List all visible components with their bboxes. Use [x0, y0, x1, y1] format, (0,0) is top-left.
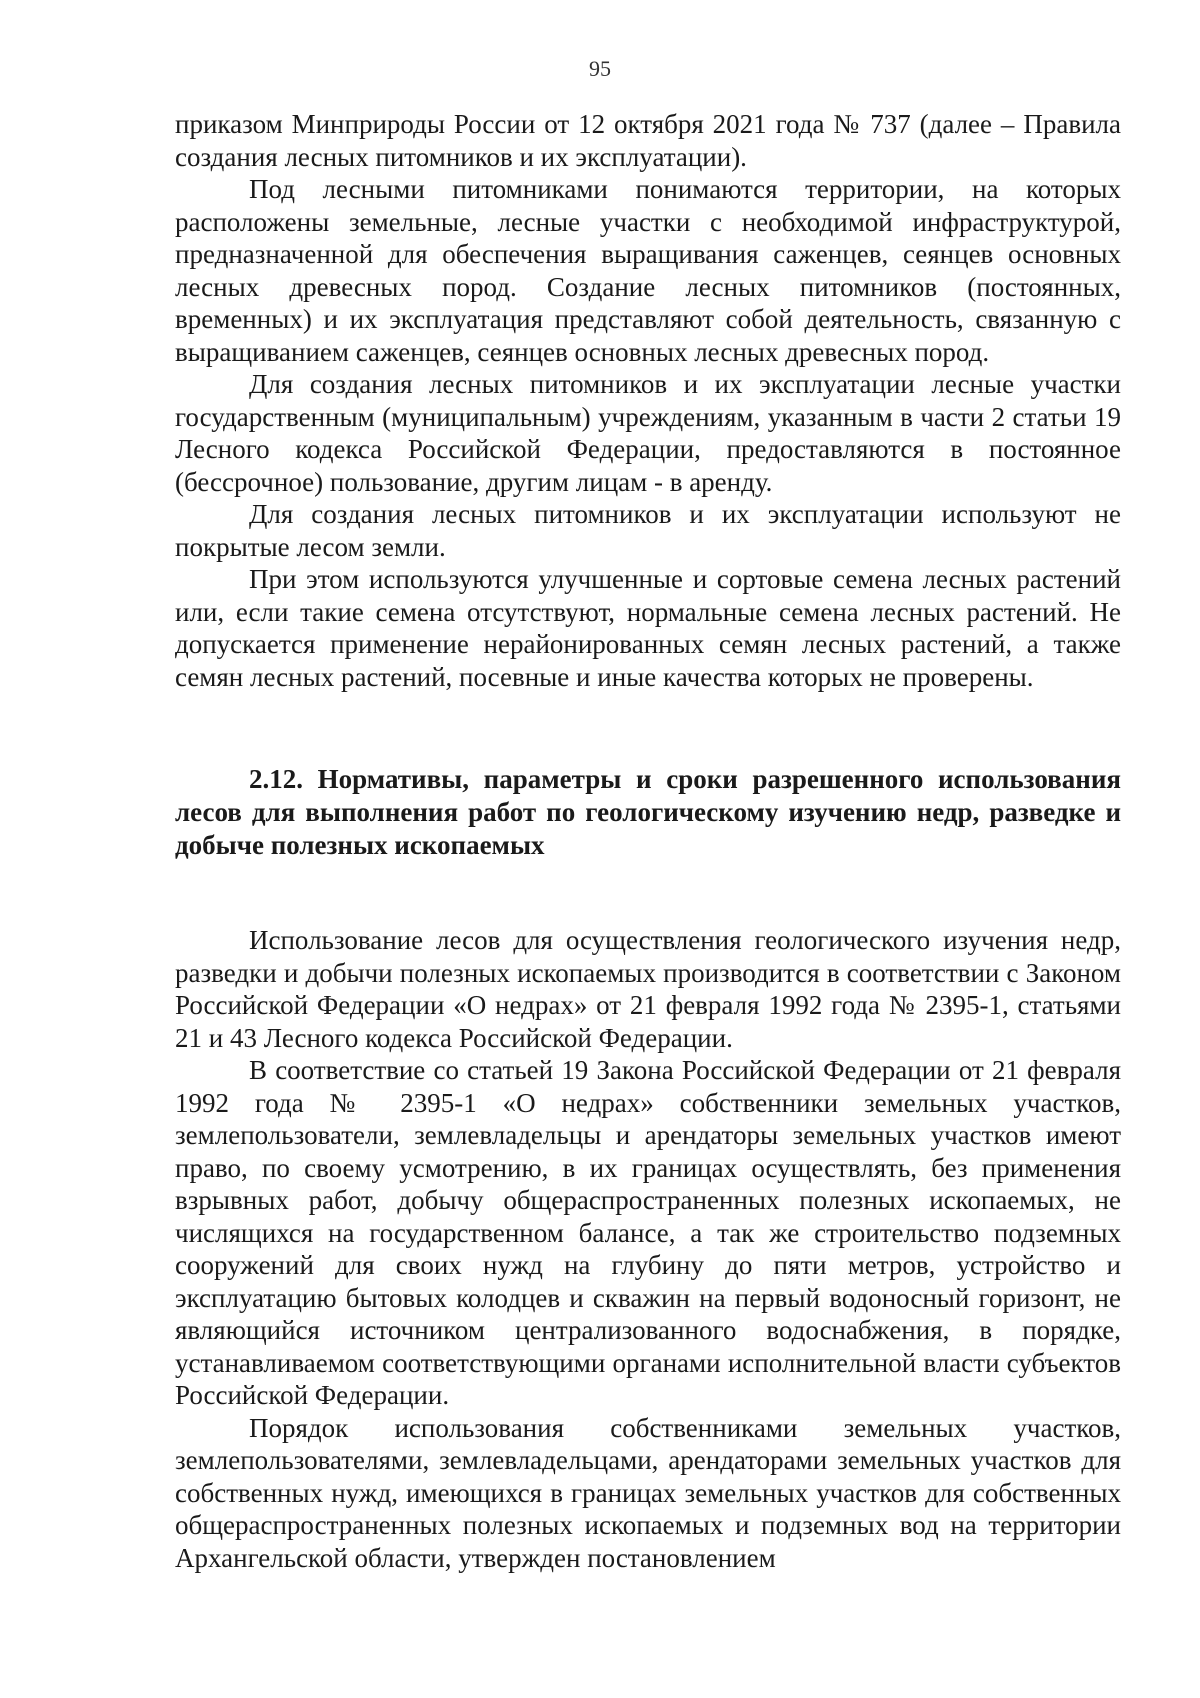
paragraph: Порядок использования собственниками земельных участков, землепользователями, землевладельцами, арендаторами земельных участков для собственных нужд, имеющихся в границах земельных участков для собственных общераспространенных полезных ископаемых и подземных вод на территории Архангельской области, утвержден постановлением	[175, 1412, 1121, 1573]
paragraph: Использование лесов для осуществления геологического изучения недр, разведки и добычи полезных ископаемых производится в соответствии с Законом Российской Федерации «О недрах» от 21 февраля 1992 года № 2395-1, статьями 21 и 43 Лесного кодекса Российской Федерации.	[175, 925, 1121, 1053]
paragraph: В соответствие со статьей 19 Закона Российской Федерации от 21 февраля 1992 года № 2395-1 «О недрах» собственники земельных участков, землепользователи, землевладельцы и арендаторы земельных участков имеют право, по своему усмотрению, в их границах осуществлять, без применения взрывных работ, добычу общераспространенных полезных ископаемых, не числящихся на государственном балансе, а так же строительство подземных сооружений для своих нужд на глубину до пяти метров, устройство и эксплуатацию бытовых колодцев и скважин на первый водоносный горизонт, не являющийся источником централизованного водоснабжения, в порядке, устанавливаемом соответствующими органами исполнительной власти субъектов Российской Федерации.	[175, 1055, 1121, 1410]
paragraph-continuation: приказом Минприроды России от 12 октября 2021 года № 737 (далее – Правила создания лесных питомников и их эксплуатации).	[175, 109, 1121, 172]
paragraph: При этом используются улучшенные и сортовые семена лесных растений или, если такие семена отсутствуют, нормальные семена лесных растений. Не допускается применение нерайонированных семян лесных растений, а также семян лесных растений, посевные и иные качества которых не проверены.	[175, 564, 1121, 692]
page-number: 95	[589, 56, 611, 81]
page-content	[175, 108, 1121, 1574]
section-heading: 2.12. Нормативы, параметры и сроки разрешенного использования лесов для выполнения работ по геологическому изучению недр, разведке и добыче полезных ископаемых	[175, 764, 1121, 860]
paragraph: Для создания лесных питомников и их эксплуатации лесные участки государственным (муниципальным) учреждениям, указанным в части 2 статьи 19 Лесного кодекса Российской Федерации, предоставляются в постоянное (бессрочное) пользование, другим лицам - в аренду.	[175, 369, 1121, 497]
paragraph: Под лесными питомниками понимаются территории, на которых расположены земельные, лесные участки с необходимой инфраструктурой, предназначенной для обеспечения выращивания саженцев, сеянцев основных лесных древесных пород. Создание лесных питомников (постоянных, временных) и их эксплуатация представляют собой деятельность, связанную с выращиванием саженцев, сеянцев основных лесных древесных пород.	[175, 174, 1121, 367]
paragraph: Для создания лесных питомников и их эксплуатации используют не покрытые лесом земли.	[175, 499, 1121, 562]
